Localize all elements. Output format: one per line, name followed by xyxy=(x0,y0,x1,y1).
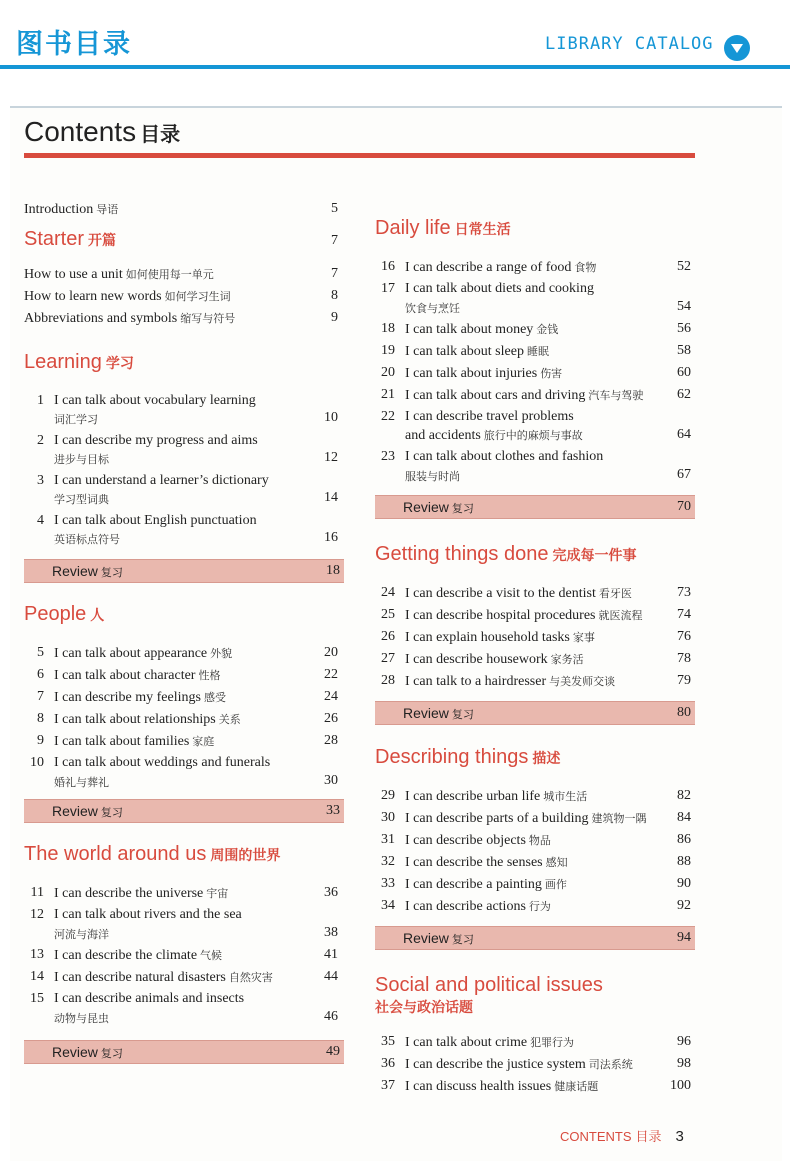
unit-number: 23 xyxy=(381,449,395,464)
toc-page-number: 78 xyxy=(677,651,691,666)
page-footer: CONTENTS 目录 3 xyxy=(560,1128,684,1145)
toc-page-number: 8 xyxy=(331,288,338,303)
section-heading-getting-things-done[interactable]: Getting things done 完成每一件事 xyxy=(375,543,637,565)
toc-page-number: 30 xyxy=(324,773,338,788)
unit-number: 27 xyxy=(381,651,395,666)
toc-page-number: 28 xyxy=(324,733,338,748)
unit-number: 1 xyxy=(37,393,44,408)
toc-entry[interactable]: I can describe objects 物品 xyxy=(405,833,551,848)
toc-page-number: 36 xyxy=(324,885,338,900)
unit-number: 29 xyxy=(381,788,395,803)
review-bar[interactable]: Review 复习 70 xyxy=(375,495,695,519)
unit-number: 14 xyxy=(30,969,44,984)
unit-number: 30 xyxy=(381,810,395,825)
toc-page-number: 5 xyxy=(331,201,338,216)
toc-entry[interactable]: I can talk about rivers and the sea xyxy=(54,907,242,922)
toc-entry-zh: 进步与目标 xyxy=(54,453,109,466)
toc-page-number: 70 xyxy=(677,499,691,514)
toc-page-number: 9 xyxy=(331,310,338,325)
toc-entry[interactable]: I can talk about vocabulary learning xyxy=(54,393,256,408)
unit-number: 21 xyxy=(381,387,395,402)
toc-page-number: 86 xyxy=(677,832,691,847)
footer-page-number: 3 xyxy=(675,1128,684,1145)
toc-entry[interactable]: I can describe travel problems xyxy=(405,409,574,424)
toc-page-number: 79 xyxy=(677,673,691,688)
toc-entry[interactable]: I can describe a visit to the dentist 看牙医 xyxy=(405,586,632,601)
toc-entry[interactable]: I can describe a range of food 食物 xyxy=(405,260,597,275)
unit-number: 17 xyxy=(381,281,395,296)
toc-entry[interactable]: I can explain household tasks 家事 xyxy=(405,630,595,645)
toc-entry[interactable]: How to learn new words 如何学习生词 xyxy=(24,289,231,304)
toc-entry[interactable]: I can talk about injuries 伤害 xyxy=(405,366,563,381)
toc-entry[interactable]: I can describe actions 行为 xyxy=(405,899,551,914)
unit-number: 5 xyxy=(37,645,44,660)
toc-entry[interactable]: I can talk about weddings and funerals xyxy=(54,755,271,770)
toc-entry[interactable]: I can talk about cars and driving 汽车与驾驶 xyxy=(405,388,644,403)
unit-number: 35 xyxy=(381,1034,395,1049)
toc-page-number: 10 xyxy=(324,410,338,425)
toc-entry-zh: 动物与昆虫 xyxy=(54,1012,109,1025)
unit-number: 7 xyxy=(37,689,44,704)
unit-number: 32 xyxy=(381,854,395,869)
toc-entry[interactable]: I can describe parts of a building 建筑物一隅 xyxy=(405,811,647,826)
toc-page-number: 58 xyxy=(677,343,691,358)
toc-page-number: 82 xyxy=(677,788,691,803)
unit-number: 26 xyxy=(381,629,395,644)
banner-title: 图书目录 xyxy=(16,29,132,60)
unit-number: 10 xyxy=(30,755,44,770)
unit-number: 31 xyxy=(381,832,395,847)
toc-entry[interactable]: I can talk about relationships 关系 xyxy=(54,712,241,727)
toc-entry[interactable]: I can describe my feelings 感受 xyxy=(54,690,226,705)
toc-entry-zh: 英语标点符号 xyxy=(54,533,120,546)
toc-entry[interactable]: I can talk to a hairdresser 与美发师交谈 xyxy=(405,674,616,689)
section-heading-daily-life[interactable]: Daily life 日常生活 xyxy=(375,217,511,239)
toc-entry-zh: 婚礼与葬礼 xyxy=(54,776,109,789)
toc-entry[interactable]: I can talk about appearance 外貌 xyxy=(54,646,233,661)
unit-number: 3 xyxy=(37,473,44,488)
toc-entry[interactable]: I can talk about English punctuation xyxy=(54,513,257,528)
toc-entry[interactable]: How to use a unit 如何使用每一单元 xyxy=(24,267,214,282)
toc-page-number: 94 xyxy=(677,930,691,945)
review-bar[interactable]: Review 复习 94 xyxy=(375,926,695,950)
review-bar[interactable]: Review 复习 80 xyxy=(375,701,695,725)
unit-number: 2 xyxy=(37,433,44,448)
banner-subtitle: LIBRARY CATALOG xyxy=(545,34,714,54)
toc-page-number: 90 xyxy=(677,876,691,891)
toc-entry-introduction[interactable]: Introduction 导语 xyxy=(24,202,119,217)
toc-page-number: 18 xyxy=(326,563,340,578)
toc-entry-zh: 服装与时尚 xyxy=(405,470,460,483)
unit-number: 20 xyxy=(381,365,395,380)
review-bar[interactable]: Review 复习 18 xyxy=(24,559,344,583)
unit-number: 8 xyxy=(37,711,44,726)
toc-entry[interactable]: I can describe a painting 画作 xyxy=(405,877,567,892)
toc-page-number: 98 xyxy=(677,1056,691,1071)
toc-page-number: 16 xyxy=(324,530,338,545)
unit-number: 11 xyxy=(30,885,44,900)
toc-page-number: 62 xyxy=(677,387,691,402)
section-heading-social-political[interactable]: Social and political issues xyxy=(375,974,603,996)
section-heading-starter[interactable]: Starter 开篇 xyxy=(24,228,117,250)
toc-entry[interactable]: I can describe natural disasters 自然灾害 xyxy=(54,970,273,985)
toc-entry[interactable]: I can talk about clothes and fashion xyxy=(405,449,604,464)
banner-divider xyxy=(0,65,790,69)
toc-entry[interactable]: I can describe hospital procedures 就医流程 xyxy=(405,608,643,623)
unit-number: 33 xyxy=(381,876,395,891)
toc-entry[interactable]: I can talk about crime 犯罪行为 xyxy=(405,1035,575,1050)
toc-entry[interactable]: I can describe the justice system 司法系统 xyxy=(405,1057,633,1072)
unit-number: 24 xyxy=(381,585,395,600)
unit-number: 16 xyxy=(381,259,395,274)
toc-entry-zh: 学习型词典 xyxy=(54,493,109,506)
unit-number: 13 xyxy=(30,947,44,962)
toc-page-number: 96 xyxy=(677,1034,691,1049)
toc-entry-zh: 河流与海洋 xyxy=(54,928,109,941)
toc-page-number: 7 xyxy=(331,233,338,248)
unit-number: 28 xyxy=(381,673,395,688)
toc-page-number: 22 xyxy=(324,667,338,682)
unit-number: 4 xyxy=(37,513,44,528)
unit-number: 15 xyxy=(30,991,44,1006)
title-rule xyxy=(24,153,695,158)
unit-number: 18 xyxy=(381,321,395,336)
toc-page-number: 12 xyxy=(324,450,338,465)
toc-page-number: 84 xyxy=(677,810,691,825)
toc-page-number: 46 xyxy=(324,1009,338,1024)
toc-entry[interactable]: I can discuss health issues 健康话题 xyxy=(405,1079,599,1094)
toc-page-number: 54 xyxy=(677,299,691,314)
toc-page-number: 24 xyxy=(324,689,338,704)
toc-page-number: 88 xyxy=(677,854,691,869)
section-heading-people[interactable]: People 人 xyxy=(24,603,105,625)
page-title: Contents 目录 xyxy=(24,116,181,147)
toc-entry[interactable]: I can describe the senses 感知 xyxy=(405,855,568,870)
toc-page-number: 100 xyxy=(670,1078,691,1093)
unit-number: 37 xyxy=(381,1078,395,1093)
unit-number: 34 xyxy=(381,898,395,913)
toc-page-number: 20 xyxy=(324,645,338,660)
toc-entry[interactable]: Abbreviations and symbols 缩写与符号 xyxy=(24,311,236,326)
toc-entry[interactable]: I can describe the universe 宇宙 xyxy=(54,886,229,901)
toc-entry[interactable]: I can describe the climate 气候 xyxy=(54,948,223,963)
section-heading-social-political-zh: 社会与政治话题 xyxy=(375,1000,473,1016)
section-heading-learning[interactable]: Learning 学习 xyxy=(24,351,134,373)
toc-page-number: 76 xyxy=(677,629,691,644)
toc-entry[interactable]: I can describe housework 家务活 xyxy=(405,652,584,667)
toc-page-number: 64 xyxy=(677,427,691,442)
toc-page-number: 14 xyxy=(324,490,338,505)
chevron-down-icon xyxy=(731,44,743,53)
unit-number: 25 xyxy=(381,607,395,622)
toc-entry-zh: 饮食与烹饪 xyxy=(405,302,460,315)
toc-entry[interactable]: I can understand a learner’s dictionary xyxy=(54,473,269,488)
toc-entry[interactable]: I can talk about sleep 睡眠 xyxy=(405,344,549,359)
toc-page-number: 7 xyxy=(331,266,338,281)
toc-entry-zh: 词汇学习 xyxy=(54,413,98,426)
toc-page-number: 60 xyxy=(677,365,691,380)
toc-entry[interactable]: I can describe urban life 城市生活 xyxy=(405,789,588,804)
toc-page-number: 56 xyxy=(677,321,691,336)
toc-page-number: 44 xyxy=(324,969,338,984)
dropdown-button[interactable] xyxy=(724,35,750,61)
toc-page-number: 52 xyxy=(677,259,691,274)
toc-page-number: 26 xyxy=(324,711,338,726)
toc-entry[interactable]: I can talk about character 性格 xyxy=(54,668,221,683)
toc-page-number: 67 xyxy=(677,467,691,482)
review-bar[interactable]: Review 复习 49 xyxy=(24,1040,344,1064)
toc-entry[interactable]: I can describe animals and insects xyxy=(54,991,245,1006)
unit-number: 22 xyxy=(381,409,395,424)
unit-number: 6 xyxy=(37,667,44,682)
toc-entry[interactable]: I can talk about money 金钱 xyxy=(405,322,559,337)
section-heading-describing-things[interactable]: Describing things 描述 xyxy=(375,746,561,768)
toc-entry-continued[interactable]: and accidents 旅行中的麻烦与事故 xyxy=(405,428,583,443)
toc-page-number: 33 xyxy=(326,803,340,818)
toc-page-number: 73 xyxy=(677,585,691,600)
toc-entry[interactable]: I can talk about diets and cooking xyxy=(405,281,594,296)
toc-page-number: 74 xyxy=(677,607,691,622)
toc-page-number: 49 xyxy=(326,1044,340,1059)
unit-number: 19 xyxy=(381,343,395,358)
toc-page-number: 92 xyxy=(677,898,691,913)
contents-page xyxy=(10,106,782,1161)
unit-number: 9 xyxy=(37,733,44,748)
toc-entry[interactable]: I can talk about families 家庭 xyxy=(54,734,215,749)
section-heading-world[interactable]: The world around us 周围的世界 xyxy=(24,843,281,865)
toc-page-number: 41 xyxy=(324,947,338,962)
review-bar[interactable]: Review 复习 33 xyxy=(24,799,344,823)
toc-page-number: 80 xyxy=(677,705,691,720)
unit-number: 36 xyxy=(381,1056,395,1071)
top-banner xyxy=(0,0,790,78)
unit-number: 12 xyxy=(30,907,44,922)
toc-page-number: 38 xyxy=(324,925,338,940)
toc-entry[interactable]: I can describe my progress and aims xyxy=(54,433,258,448)
